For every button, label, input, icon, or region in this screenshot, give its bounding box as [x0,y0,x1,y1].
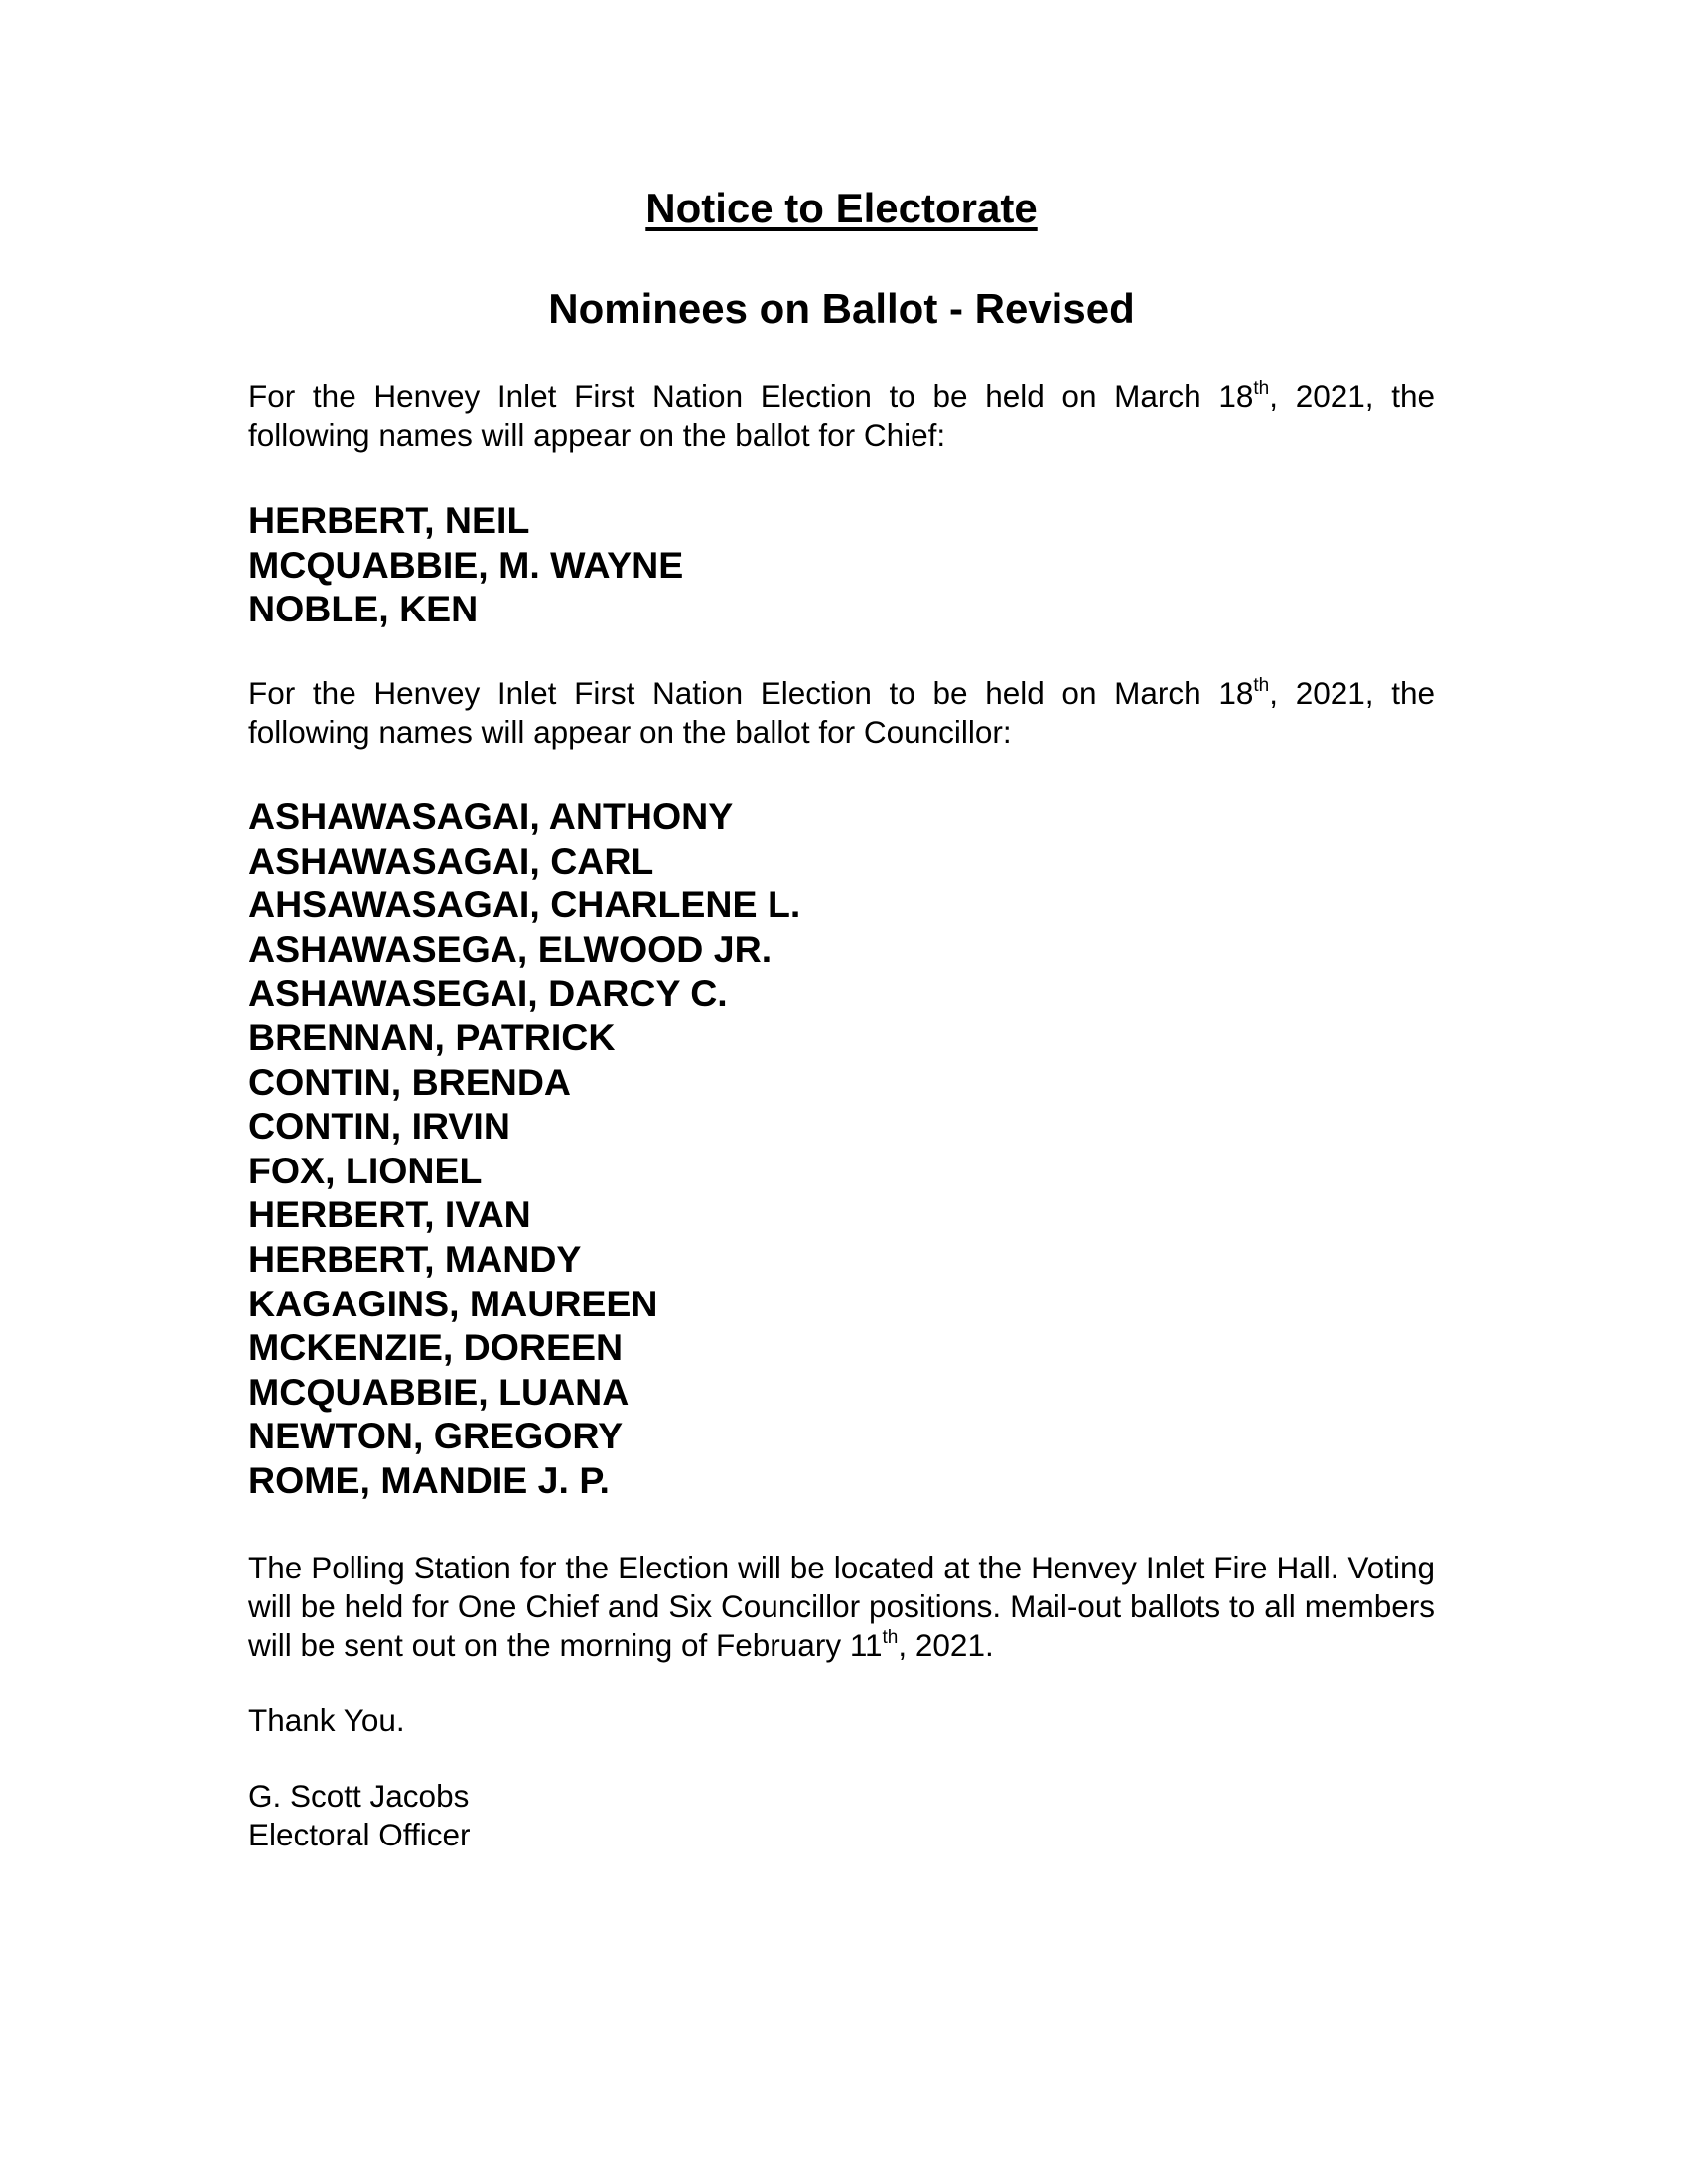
councillor-intro-text-end: , 2021, the following names will appear on the ballot for Councillor: [248,675,1436,750]
councillor-nominee: CONTIN, BRENDA [248,1060,571,1103]
polling-text: The Polling Station for the Election will be located at the Henvey Inlet Fire Hall. Voting will be held for One Chief and Six Councillor positions. Mail-out ballots to all members will be sent out on the morning of February 11 [248,1550,1435,1663]
closing-thanks: Thank You. [248,1703,405,1738]
chief-intro-text: For the Henvey Inlet First Nation Election to be held on March 18 [248,378,1254,414]
councillor-nominee: ASHAWASEGA, ELWOOD JR. [248,927,773,970]
councillor-nominee: HERBERT, MANDY [248,1237,582,1280]
councillor-nominee-list [248,794,800,1503]
councillor-intro-paragraph [248,674,1435,751]
councillor-nominee: ROME, MANDIE J. P. [248,1458,610,1501]
councillor-nominee: FOX, LIONEL [248,1149,483,1191]
councillor-nominee: NEWTON, GREGORY [248,1415,624,1457]
polling-text-end: , 2021. [898,1627,994,1663]
councillor-intro-ordinal: th [1253,674,1270,696]
councillor-nominee: AHSAWASAGAI, CHARLENE L. [248,884,801,926]
polling-station-paragraph [248,1549,1435,1665]
councillor-nominee: HERBERT, IVAN [248,1193,531,1236]
councillor-nominee: ASHAWASEGAI, DARCY C. [248,972,728,1015]
chief-nominee: MCQUABBIE, M. WAYNE [248,543,684,586]
councillor-nominee: MCQUABBIE, LUANA [248,1370,630,1413]
chief-nominee: HERBERT, NEIL [248,499,530,541]
notice-subtitle: Nominees on Ballot - Revised [548,285,1135,332]
chief-intro-paragraph [248,377,1435,455]
signer-title: Electoral Officer [248,1817,471,1852]
councillor-nominee: BRENNAN, PATRICK [248,1016,616,1058]
chief-intro-text-end: , 2021, the following names will appear on the ballot for Chief: [248,378,1436,453]
notice-title: Notice to Electorate [645,185,1038,231]
councillor-nominee: ASHAWASAGAI, ANTHONY [248,795,734,837]
councillor-intro-text: For the Henvey Inlet First Nation Election to be held on March 18 [248,675,1254,711]
chief-intro-ordinal: th [1253,377,1270,399]
councillor-nominee: KAGAGINS, MAUREEN [248,1282,658,1324]
polling-ordinal: th [882,1626,899,1648]
chief-nominee: NOBLE, KEN [248,588,479,630]
councillor-nominee: CONTIN, IRVIN [248,1105,510,1148]
councillor-nominee: MCKENZIE, DOREEN [248,1326,624,1369]
chief-nominee-list [248,498,683,631]
councillor-nominee: ASHAWASAGAI, CARL [248,839,654,882]
signer-name: G. Scott Jacobs [248,1778,470,1814]
